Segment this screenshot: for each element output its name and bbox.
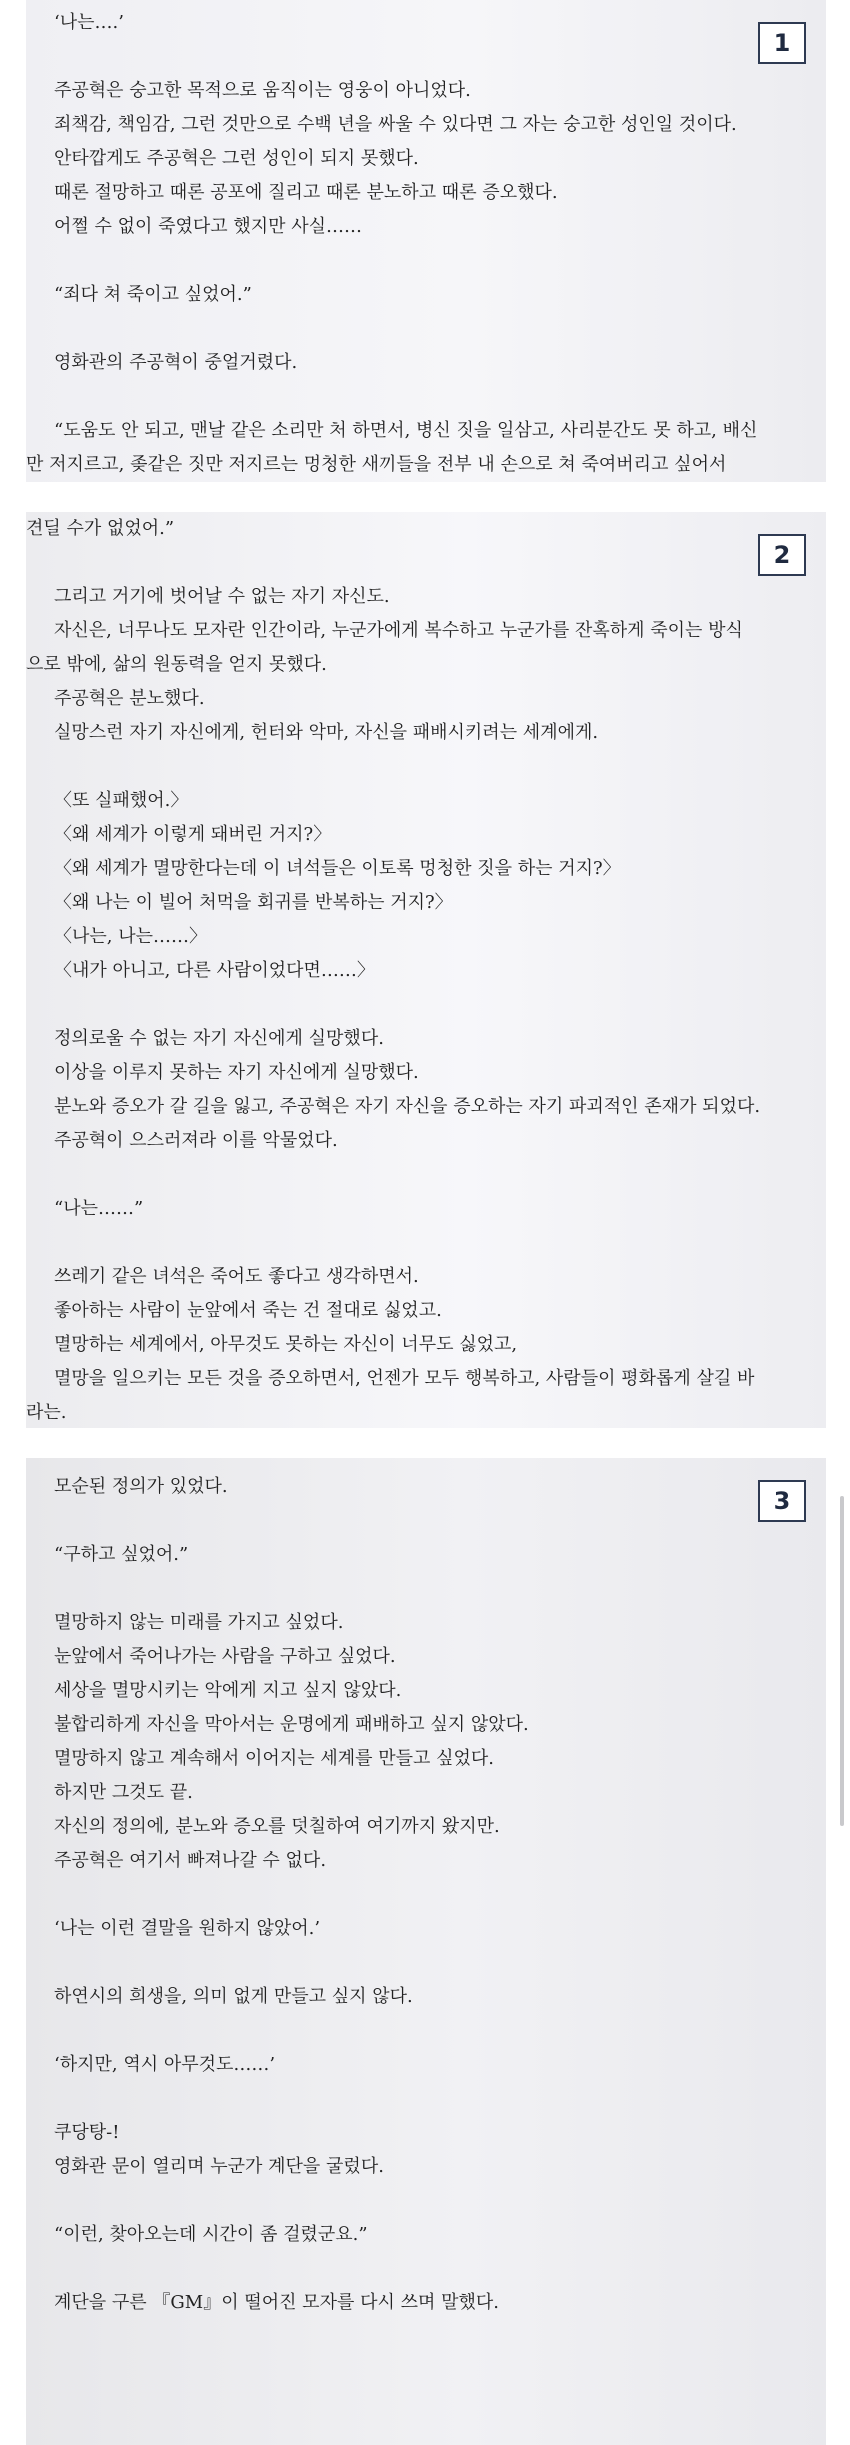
blank-line	[26, 2014, 826, 2048]
text-line: 주공혁은 여기서 빠져나갈 수 없다.	[54, 1850, 327, 1871]
text-line: 자신의 정의에, 분노와 증오를 덧칠하여 여기까지 왔지만.	[54, 1816, 500, 1837]
blank-line	[26, 40, 826, 74]
blank-line	[26, 1226, 826, 1260]
text-line: “도움도 안 되고, 맨날 같은 소리만 처 하면서, 병신 짓을 일삼고, 사리분간도 못 하고, 배신	[54, 420, 758, 441]
text-line: 모순된 정의가 있었다.	[54, 1476, 228, 1497]
text-line: 안타깝게도 주공혁은 그런 성인이 되지 못했다.	[54, 148, 419, 169]
text-line: 영화관의 주공혁이 중얼거렸다.	[54, 352, 298, 373]
text-line: 〈왜 나는 이 빌어 처먹을 회귀를 반복하는 거지?〉	[54, 892, 453, 913]
text-line: 이상을 이루지 못하는 자기 자신에게 실망했다.	[54, 1062, 419, 1083]
text-line: 〈내가 아니고, 다른 사람이었다면……〉	[54, 960, 375, 981]
blank-line	[26, 2184, 826, 2218]
text-line: 분노와 증오가 갈 길을 잃고, 주공혁은 자기 자신을 증오하는 자기 파괴적인 존재가 되었다.	[54, 1096, 761, 1117]
text-line: 으로 밖에, 삶의 원동력을 얻지 못했다.	[26, 654, 327, 675]
text-line: 죄책감, 책임감, 그런 것만으로 수백 년을 싸울 수 있다면 그 자는 숭고한 성인일 것이다.	[54, 114, 737, 135]
text-line: 멸망하지 않고 계속해서 이어지는 세계를 만들고 싶었다.	[54, 1748, 494, 1769]
text-line: 쿠당탕-!	[54, 2122, 120, 2143]
text-line: 정의로울 수 없는 자기 자신에게 실망했다.	[54, 1028, 384, 1049]
text-line: 하지만 그것도 끝.	[54, 1782, 193, 1803]
text-line: 〈또 실패했어.〉	[54, 790, 189, 811]
text-line: ‘나는 이런 결말을 원하지 않았어.’	[54, 1918, 321, 1939]
text-line: 〈왜 세계가 멸망한다는데 이 녀석들은 이토록 멍청한 짓을 하는 거지?〉	[54, 858, 621, 879]
text-line: 라는.	[26, 1402, 67, 1423]
text-line: 멸망하지 않는 미래를 가지고 싶었다.	[54, 1612, 344, 1633]
panel-number-badge: 2	[758, 534, 806, 576]
text-line: 멸망을 일으키는 모든 것을 증오하면서, 언젠가 모두 행복하고, 사람들이 평화롭게 살길 바	[54, 1368, 755, 1389]
text-line: ‘나는….’	[54, 12, 124, 33]
text-line: 쓰레기 같은 녀석은 죽어도 좋다고 생각하면서.	[54, 1266, 419, 1287]
text-line: 어쩔 수 없이 죽였다고 했지만 사실……	[54, 216, 363, 237]
panel-text	[26, 1470, 826, 2320]
panel-text	[26, 6, 826, 482]
page-panel-3	[26, 1458, 826, 2445]
panel-number-badge: 3	[758, 1480, 806, 1522]
text-line: 〈나는, 나는……〉	[54, 926, 207, 947]
blank-line	[26, 312, 826, 346]
text-line: “나는……”	[54, 1198, 144, 1219]
text-line: 만 저지르고, 좆같은 짓만 저지르는 멍청한 새끼들을 전부 내 손으로 쳐 죽여버리고 싶어서	[26, 454, 727, 475]
text-line: 멸망하는 세계에서, 아무것도 못하는 자신이 너무도 싫었고,	[54, 1334, 518, 1355]
blank-line	[26, 1572, 826, 1606]
blank-line	[26, 1504, 826, 1538]
text-line: 좋아하는 사람이 눈앞에서 죽는 건 절대로 싫었고.	[54, 1300, 442, 1321]
blank-line	[26, 2082, 826, 2116]
text-line: “구하고 싶었어.”	[54, 1544, 189, 1565]
blank-line	[26, 1878, 826, 1912]
blank-line	[26, 380, 826, 414]
blank-line	[26, 2252, 826, 2286]
blank-line	[26, 244, 826, 278]
scrollbar-thumb[interactable]	[840, 1496, 844, 1826]
text-line: 주공혁이 으스러져라 이를 악물었다.	[54, 1130, 338, 1151]
text-line: 영화관 문이 열리며 누군가 계단을 굴렀다.	[54, 2156, 384, 2177]
text-line: 자신은, 너무나도 모자란 인간이라, 누군가에게 복수하고 누군가를 잔혹하게 죽이는 방식	[54, 620, 743, 641]
text-line: 눈앞에서 죽어나가는 사람을 구하고 싶었다.	[54, 1646, 396, 1667]
text-line: 그리고 거기에 벗어날 수 없는 자기 자신도.	[54, 586, 390, 607]
text-line: 실망스런 자기 자신에게, 헌터와 악마, 자신을 패배시키려는 세계에게.	[54, 722, 599, 743]
text-line: 견딜 수가 없었어.”	[26, 518, 175, 539]
blank-line	[26, 1946, 826, 1980]
text-line: 세상을 멸망시키는 악에게 지고 싶지 않았다.	[54, 1680, 402, 1701]
text-line: 주공혁은 숭고한 목적으로 움직이는 영웅이 아니었다.	[54, 80, 471, 101]
blank-line	[26, 988, 826, 1022]
panel-text	[26, 512, 826, 1428]
text-line: 계단을 구른 『GM』이 떨어진 모자를 다시 쓰며 말했다.	[54, 2292, 499, 2313]
blank-line	[26, 546, 826, 580]
text-line: 때론 절망하고 때론 공포에 질리고 때론 분노하고 때론 증오했다.	[54, 182, 558, 203]
text-line: 불합리하게 자신을 막아서는 운명에게 패배하고 싶지 않았다.	[54, 1714, 529, 1735]
blank-line	[26, 1158, 826, 1192]
text-line: 〈왜 세계가 이렇게 돼버린 거지?〉	[54, 824, 332, 845]
text-line: ‘하지만, 역시 아무것도……’	[54, 2054, 276, 2075]
panel-number-badge: 1	[758, 22, 806, 64]
page-panel-2	[26, 512, 826, 1428]
page-panel-1	[26, 0, 826, 482]
blank-line	[26, 750, 826, 784]
text-line: 주공혁은 분노했다.	[54, 688, 205, 709]
text-line: 하연시의 희생을, 의미 없게 만들고 싶지 않다.	[54, 1986, 413, 2007]
text-line: “죄다 쳐 죽이고 싶었어.”	[54, 284, 252, 305]
text-line: “이런, 찾아오는데 시간이 좀 걸렸군요.”	[54, 2224, 368, 2245]
